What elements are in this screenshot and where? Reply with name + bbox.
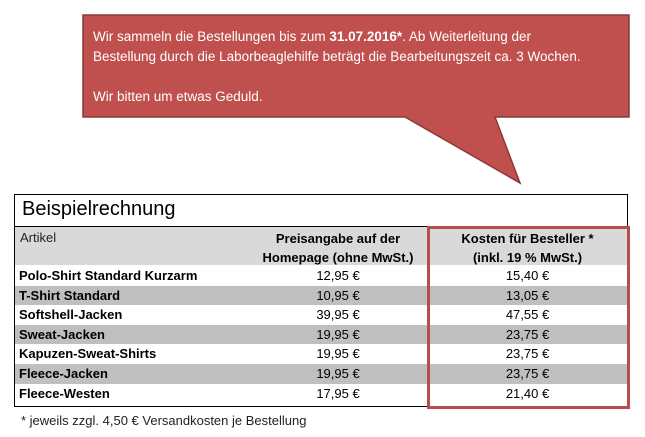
preis-cell: 19,95 € (316, 365, 360, 381)
artikel-cell: Softshell-Jacken (19, 307, 123, 323)
artikel-cell: T-Shirt Standard (19, 287, 121, 303)
callout-line-3: Wir bitten um etwas Geduld. (93, 89, 263, 104)
header-artikel: Artikel (15, 227, 248, 265)
table-title-row (15, 195, 627, 227)
preis-cell: 39,95 € (316, 307, 360, 323)
footnote: * jeweils zzgl. 4,50 € Versandkosten je Bestellung (21, 413, 307, 428)
kosten-cell: 13,05 € (505, 287, 550, 303)
callout-bubble (0, 0, 645, 190)
preis-cell: 17,95 € (316, 385, 360, 401)
preis-cell: 19,95 € (316, 346, 360, 362)
kosten-cell: 23,75 € (505, 346, 550, 362)
preis-cell: 12,95 € (316, 268, 360, 283)
artikel-cell: Sweat-Jacken (19, 326, 105, 342)
kosten-cell: 47,55 € (505, 307, 550, 323)
artikel-cell: Kapuzen-Sweat-Shirts (19, 346, 157, 362)
callout-line-2: Bestellung durch die Laborbeaglehilfe beträgt die Bearbeitungszeit ca. 3 Wochen. (93, 49, 581, 64)
artikel-cell: Fleece-Jacken (19, 365, 108, 381)
kosten-cell: 15,40 € (505, 268, 550, 283)
preis-cell: 10,95 € (316, 287, 360, 303)
kosten-cell: 23,75 € (505, 365, 550, 381)
kosten-cell: 23,75 € (505, 326, 550, 342)
callout-text (93, 27, 628, 107)
kosten-cell: 21,40 € (505, 385, 550, 401)
deadline-date: 31.07.2016* (329, 29, 403, 44)
kosten-column-highlight (427, 226, 630, 409)
artikel-cell: Polo-Shirt Standard Kurzarm (19, 268, 198, 283)
header-preis: Preisangabe auf der Homepage (ohne MwSt.) (248, 227, 428, 265)
table-title: Beispielrechnung (22, 198, 176, 220)
preis-cell: 19,95 € (316, 326, 360, 342)
callout-line-1: Wir sammeln die Bestellungen bis zum 31.07.2016*. Ab Weiterleitung der (93, 29, 531, 44)
artikel-cell: Fleece-Westen (19, 385, 110, 401)
header-kosten: Kosten für Besteller * (inkl. 19 % MwSt.) (428, 227, 627, 265)
